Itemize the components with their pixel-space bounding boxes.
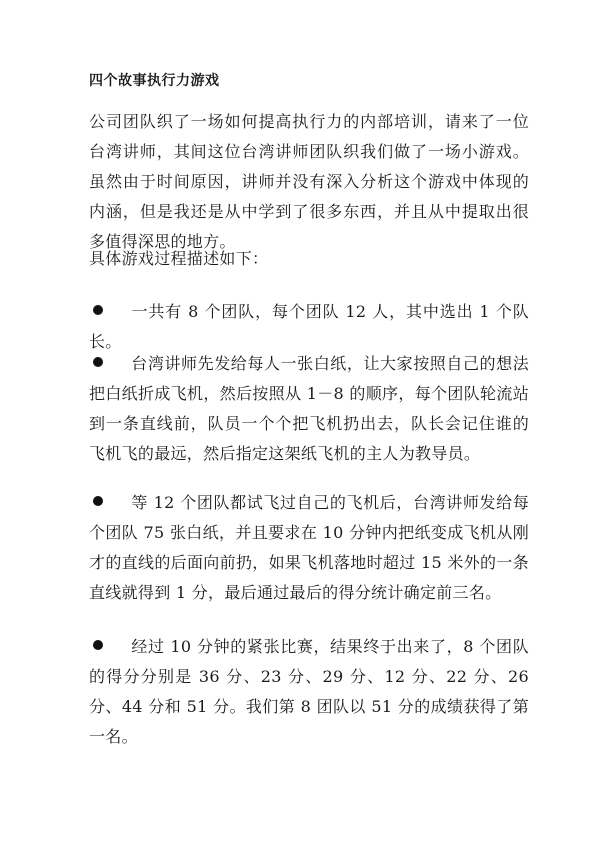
intro-paragraph: 公司团队织了一场如何提高执行力的内部培训，请来了一位台湾讲师，其间这位台湾讲师团队织我们做了一场小游戏。虽然由于时间原因，讲师并没有深入分析这个游戏中体现的内涵，但是我还是从中学到了很多东西，并且从中提取出很多值得深思的地方。: [89, 112, 529, 251]
lead-paragraph: 具体游戏过程描述如下：: [89, 249, 269, 268]
bullet-item: [89, 488, 529, 608]
bullet-icon: [93, 640, 103, 650]
bullet-text: 等 12 个团队都试飞过自己的飞机后，台湾讲师发给每个团队 75 张白纸，并且要求在 10 分钟内把纸变成飞机从刚才的直线的后面向前扔，如果飞机落地时超过 15 米外的一条直线就得到 1 分，最后通过最后的得分统计确定前三名。: [89, 493, 529, 602]
bullet-text: 一共有 8 个团队，每个团队 12 人，其中选出 1 个队长。: [89, 302, 529, 351]
bullet-text: 经过 10 分钟的紧张比赛，结果终于出来了，8 个团队的得分分别是 36 分、23 分、29 分、12 分、22 分、26 分、44 分和 51 分。我们第 8 团队以 51 分的成绩获得了第一名。: [89, 637, 529, 746]
bullet-icon: [93, 305, 103, 315]
bullet-icon: [93, 496, 103, 506]
document-title: 四个故事执行力游戏: [89, 73, 220, 89]
bullet-item: [89, 297, 529, 357]
bullet-text: 台湾讲师先发给每人一张白纸，让大家按照自己的想法把白纸折成飞机，然后按照从 1－8 的顺序，每个团队轮流站到一条直线前，队员一个个把飞机扔出去，队长会记住谁的飞机飞的最远，然后指定这架纸飞机的主人为教导员。: [89, 354, 529, 463]
bullet-item: [89, 349, 529, 469]
bullet-item: [89, 632, 529, 752]
bullet-icon: [93, 357, 103, 367]
